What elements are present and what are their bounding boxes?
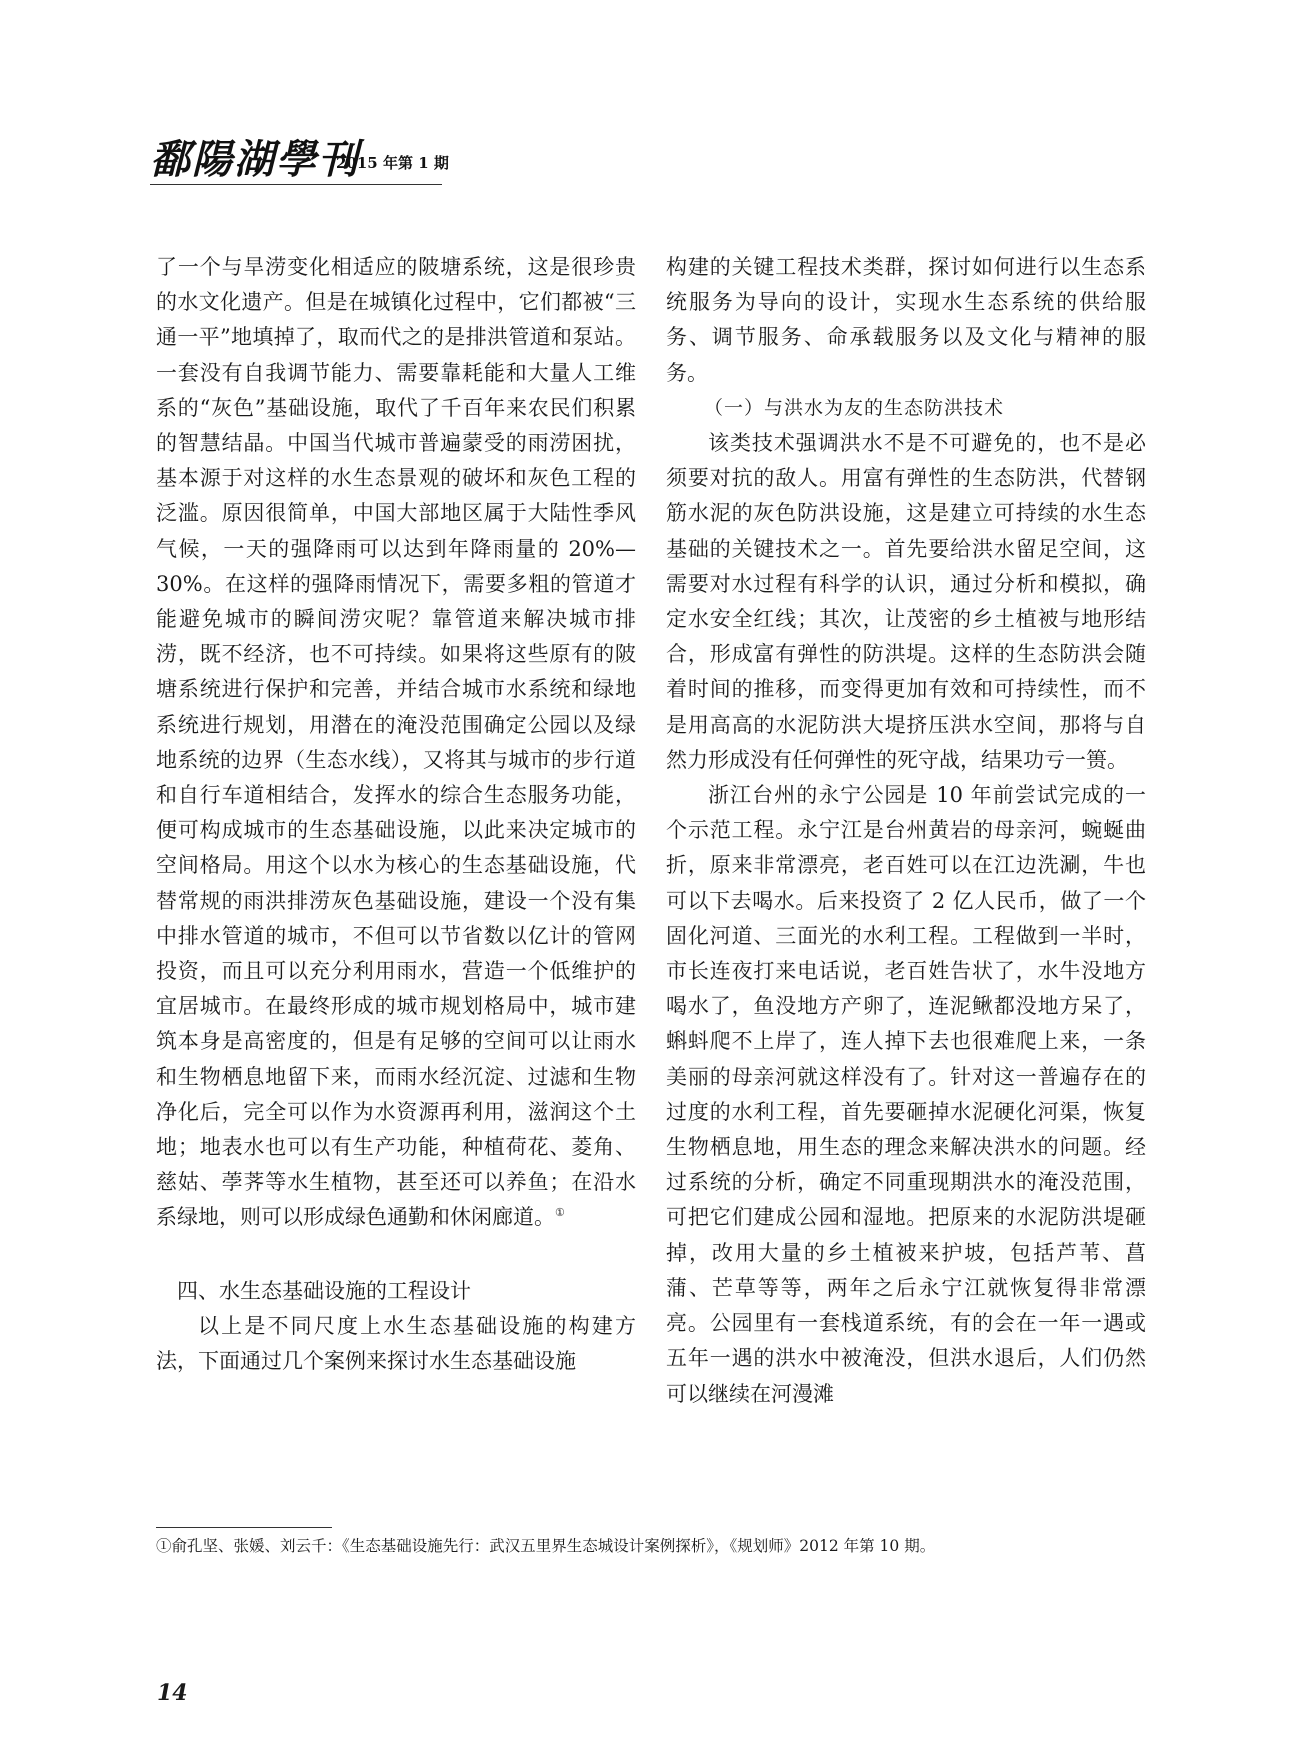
footnote-divider <box>156 1527 332 1528</box>
footnote: ①俞孔坚、张媛、刘云千：《生态基础设施先行：武汉五里界生态城设计案例探析》，《规划师》2012 年第 10 期。 <box>156 1537 936 1555</box>
header-divider <box>150 184 442 185</box>
subsection-heading: （一）与洪水为友的生态防洪技术 <box>704 396 1005 419</box>
footnote-reference[interactable]: ① <box>555 1206 565 1220</box>
page-number: 14 <box>157 1680 188 1706</box>
right-column <box>666 250 1146 1412</box>
issue-label: 2015 年第 1 期 <box>336 154 449 172</box>
body-paragraph: 构建的关键工程技术类群，探讨如何进行以生态系统服务为导向的设计，实现水生态系统的供给服务、调节服务、命承载服务以及文化与精神的服务。 <box>666 255 1146 385</box>
left-column <box>156 250 636 1379</box>
section-heading: 四、水生态基础设施的工程设计 <box>177 1278 471 1303</box>
body-paragraph: 以上是不同尺度上水生态基础设施的构建方法，下面通过几个案例来探讨水生态基础设施 <box>156 1313 636 1374</box>
journal-logo: 鄱陽湖學刊 <box>150 136 360 183</box>
running-header <box>150 138 450 182</box>
body-paragraph: 了一个与旱涝变化相适应的陂塘系统，这是很珍贵的水文化遗产。但是在城镇化过程中，它们都被“三通一平”地填掉了，取而代之的是排洪管道和泵站。一套没有自我调节能力、需要靠耗能和大量人工维系的“灰色”基础设施，取代了千百年来农民们积累的智慧结晶。中国当代城市普遍蒙受的雨涝困扰，基本源于对这样的水生态景观的破坏和灰色工程的泛滥。原因很简单，中国大部地区属于大陆性季风气候，一天的强降雨可以达到年降雨量的 20%—30%。在这样的强降雨情况下，需要多粗的管道才能避免城市的瞬间涝灾呢？靠管道来解决城市排涝，既不经济，也不可持续。如果将这些原有的陂塘系统进行保护和完善，并结合城市水系统和绿地系统进行规划，用潜在的淹没范围确定公园以及绿地系统的边界（生态水线），又将其与城市的步行道和自行车道相结合，发挥水的综合生态服务功能，便可构成城市的生态基础设施，以此来决定城市的空间格局。用这个以水为核心的生态基础设施，代替常规的雨洪排涝灰色基础设施，建设一个没有集中排水管道的城市，不但可以节省数以亿计的管网投资，而且可以充分利用雨水，营造一个低维护的宜居城市。在最终形成的城市规划格局中，城市建筑本身是高密度的，但是有足够的空间可以让雨水和生物栖息地留下来，而雨水经沉淀、过滤和生物净化后，完全可以作为水资源再利用，滋润这个土地；地表水也可以有生产功能，种植荷花、菱角、慈姑、荸荠等水生植物，甚至还可以养鱼；在沿水系绿地，则可以形成绿色通勤和休闲廊道。① <box>156 255 636 1230</box>
body-paragraph: 该类技术强调洪水不是不可避免的，也不是必须要对抗的敌人。用富有弹性的生态防洪，代替钢筋水泥的灰色防洪设施，这是建立可持续的水生态基础的关键技术之一。首先要给洪水留足空间，这需要对水过程有科学的认识，通过分析和模拟，确定水安全红线；其次，让茂密的乡土植被与地形结合，形成富有弹性的防洪堤。这样的生态防洪会随着时间的推移，而变得更加有效和可持续性，而不是用高高的水泥防洪大堤挤压洪水空间，那将与自然力形成没有任何弹性的死守战，结果功亏一篑。 <box>666 431 1146 772</box>
body-paragraph: 浙江台州的永宁公园是 10 年前尝试完成的一个示范工程。永宁江是台州黄岩的母亲河，蜿蜒曲折，原来非常漂亮，老百姓可以在江边洗涮，牛也可以下去喝水。后来投资了 2 亿人民币，做了一个固化河道、三面光的水利工程。工程做到一半时，市长连夜打来电话说，老百姓告状了，水牛没地方喝水了，鱼没地方产卵了，连泥鳅都没地方呆了，蝌蚪爬不上岸了，连人掉下去也很难爬上来，一条美丽的母亲河就这样没有了。针对这一普遍存在的过度的水利工程，首先要砸掉水泥硬化河渠，恢复生物栖息地，用生态的理念来解决洪水的问题。经过系统的分析，确定不同重现期洪水的淹没范围，可把它们建成公园和湿地。把原来的水泥防洪堤砸掉，改用大量的乡土植被来护坡，包括芦苇、菖蒲、芒草等等，两年之后永宁江就恢复得非常漂亮。公园里有一套栈道系统，有的会在一年一遇或五年一遇的洪水中被淹没，但洪水退后，人们仍然可以继续在河漫滩 <box>666 783 1146 1406</box>
